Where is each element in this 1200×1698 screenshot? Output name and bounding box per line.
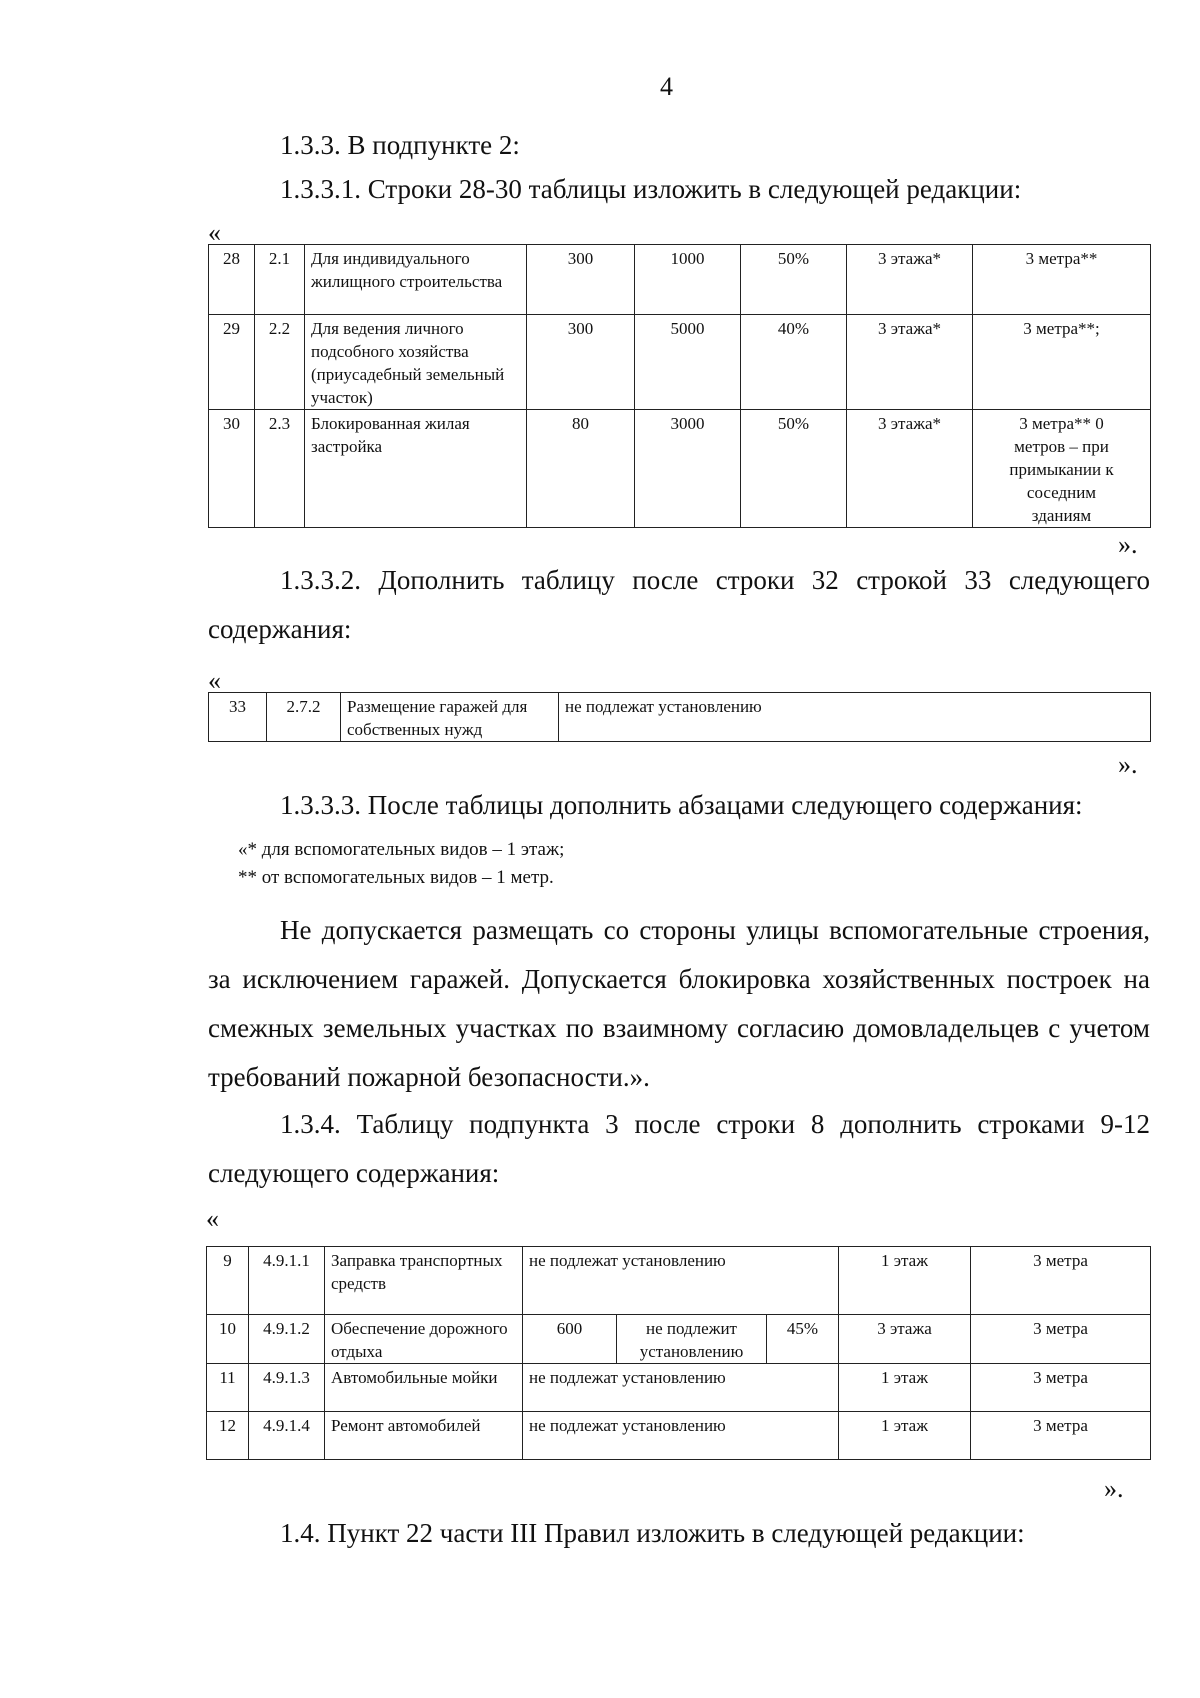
row-floors: 1 этаж [839,1412,971,1460]
row-name: Автомобильные мойки [325,1364,523,1412]
row-max-area: 1000 [635,245,741,315]
table-row-33 [208,692,1151,742]
table-row [207,1315,1151,1364]
table-row [207,1364,1151,1412]
section-1-3-3-2-text: 1.3.3.2. Дополнить таблицу после строки 32 строкой 33 следующего содержания: [208,565,1150,644]
row-floors: 3 этажа* [847,245,973,315]
row-floors: 3 этажа* [847,315,973,410]
row-name: Размещение гаражей для собственных нужд [341,693,559,742]
row-code: 2.2 [255,315,305,410]
row-value: не подлежат установлению [523,1247,839,1315]
section-1-3-3-3-heading: 1.3.3.3. После таблицы дополнить абзацами следующего содержания: [280,790,1083,820]
row-max-area: не подлежит установлению [617,1315,767,1364]
row-number: 28 [209,245,255,315]
row-code: 2.3 [255,410,305,528]
row-number: 29 [209,315,255,410]
row-name: Для индивидуального жилищного строительства [305,245,527,315]
row-percent: 50% [741,245,847,315]
close-quote-3: ». [1104,1474,1124,1503]
row-setback: 3 метра**; [973,315,1151,410]
row-setback: 3 метра [971,1315,1151,1364]
table-row [209,410,1151,528]
row-number: 10 [207,1315,249,1364]
table-row [207,1412,1151,1460]
row-percent: 40% [741,315,847,410]
footnote-floors: «* для вспомогательных видов – 1 этаж; [238,839,565,860]
row-number: 9 [207,1247,249,1315]
row-code: 4.9.1.1 [249,1247,325,1315]
row-setback: 3 метра [971,1247,1151,1315]
row-max-area: 5000 [635,315,741,410]
close-quote-1: ». [1118,530,1138,559]
section-1-3-3-1-heading: 1.3.3.1. Строки 28-30 таблицы изложить в следующей редакции: [280,174,1022,204]
footnote-setback: ** от вспомогательных видов – 1 метр. [238,867,554,888]
paragraph-outbuildings: Не допускается размещать со стороны улицы вспомогательные строения, за исключением гаражей. Допускается блокировка хозяйственных построек на смежных земельных участках по взаимному согласию домовладельцев с учетом требований пожарной безопасности.». [208,915,1150,1092]
open-quote-1: « [208,218,221,247]
row-min-area: 80 [527,410,635,528]
row-setback: 3 метра [971,1364,1151,1412]
row-number: 12 [207,1412,249,1460]
row-number: 33 [209,693,267,742]
row-code: 4.9.1.3 [249,1364,325,1412]
table-row [209,315,1151,410]
row-setback: 3 метра** [973,245,1151,315]
row-min-area: 300 [527,315,635,410]
page-number: 4 [660,72,673,101]
row-min-area: 300 [527,245,635,315]
table-row [209,693,1151,742]
row-name: Обеспечение дорожного отдыха [325,1315,523,1364]
close-quote-2: ». [1118,750,1138,779]
row-name: Ремонт автомобилей [325,1412,523,1460]
table-row [209,245,1151,315]
row-name: Для ведения личного подсобного хозяйства (приусадебный земельный участок) [305,315,527,410]
row-value: не подлежат установлению [559,693,1151,742]
row-value: не подлежат установлению [523,1364,839,1412]
row-number: 11 [207,1364,249,1412]
row-code: 4.9.1.2 [249,1315,325,1364]
section-1-3-4-text: 1.3.4. Таблицу подпункта 3 после строки 8 дополнить строками 9-12 следующего содержания: [208,1109,1150,1188]
row-percent: 45% [767,1315,839,1364]
row-floors: 1 этаж [839,1247,971,1315]
row-code: 2.7.2 [267,693,341,742]
open-quote-2: « [208,666,221,695]
row-max-area: 3000 [635,410,741,528]
row-floors: 3 этажа [839,1315,971,1364]
row-percent: 50% [741,410,847,528]
row-code: 2.1 [255,245,305,315]
row-value: не подлежат установлению [523,1412,839,1460]
row-floors: 1 этаж [839,1364,971,1412]
open-quote-3: « [206,1204,219,1233]
table-rows-9-12 [206,1246,1151,1460]
row-name: Заправка транспортных средств [325,1247,523,1315]
section-1-4-heading: 1.4. Пункт 22 части III Правил изложить в следующей редакции: [280,1518,1025,1548]
row-min-area: 600 [523,1315,617,1364]
row-name: Блокированная жилая застройка [305,410,527,528]
table-row [207,1247,1151,1315]
row-code: 4.9.1.4 [249,1412,325,1460]
table-rows-28-30 [208,244,1151,528]
section-1-3-3-heading: 1.3.3. В подпункте 2: [280,130,520,160]
row-setback: 3 метра** 0 метров – при примыкании к соседним зданиям [973,410,1151,528]
row-floors: 3 этажа* [847,410,973,528]
row-setback: 3 метра [971,1412,1151,1460]
row-number: 30 [209,410,255,528]
